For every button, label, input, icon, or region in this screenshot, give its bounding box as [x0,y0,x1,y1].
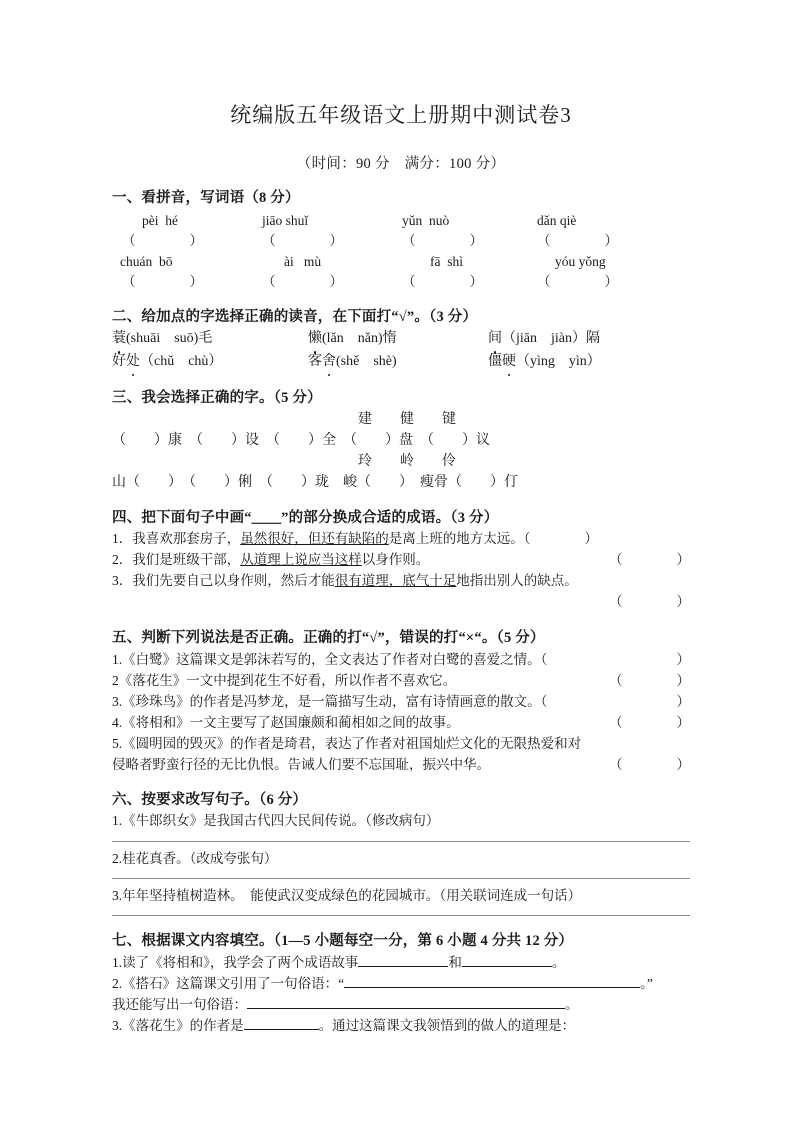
suffix-text: (shuāi suō)毛 [126,331,213,346]
fill-blank-question-2-line-2[interactable] [112,994,690,1015]
pronunciation-item[interactable] [308,328,488,351]
answer-blank: ） [636,694,690,710]
question-text: 2．我们是班级干部， [112,552,241,568]
fill-blank[interactable] [344,987,640,988]
section-5-heading: 五、判断下列说法是否正确。正确的打“√”，错误的打“×“。（5 分） [112,630,545,647]
character-choices-2: 玲 岭 伶 [358,454,456,470]
truefalse-item[interactable] [112,670,690,691]
statement-text: 1.《白鹭》这篇课文是郭沫若写的，全文表达了作者对白鹭的喜爱之情。（ [112,652,548,668]
fill-blank[interactable] [247,1008,565,1009]
question-text: 。” [640,976,653,992]
pronunciation-item[interactable] [308,351,488,374]
fill-blank[interactable] [244,1029,319,1030]
pronunciation-item[interactable] [488,328,600,351]
underlined-phrase: 从道理上说应当这样 [240,552,362,568]
idiom-question-3[interactable] [112,571,690,592]
question-text: 2.《搭石》这篇课文引用了一句俗语：“ [112,976,345,992]
answer-blank[interactable]: （ ） [262,233,343,249]
pinyin-row-2 [112,252,690,272]
exam-meta: （时间：90 分 满分：100 分） [296,156,506,172]
question-text: 1.读了《将相和》，我学会了两个成语故事 [112,955,359,971]
question-text: 和 [448,955,462,971]
answer-blank: ） [636,652,690,668]
section-5-body [112,649,690,775]
answer-blank: （ ） [609,552,690,568]
answer-blank-row-1 [112,231,690,251]
statement-text: 2《落花生》一文中提到花生不好看，所以作者不喜欢它。 [112,673,457,689]
pronunciation-item[interactable] [112,351,308,374]
answer-blank-row-2 [112,272,690,292]
question-text: 以身作则。 [361,552,430,568]
truefalse-item-5-line-2[interactable] [112,754,690,775]
answer-blank[interactable]: （ ） [402,233,483,249]
suffix-text: （chǔ chù） [140,353,223,369]
answer-blank: （ ） [609,757,690,773]
pinyin-cell: ài mù [284,253,322,269]
statement-text: 侵略者野蛮行径的无比仇恨。告诫人们要不忘国耻，振兴中华。 [112,757,490,773]
idiom-question-1[interactable] [112,529,690,550]
underlined-phrase: 很有道理，底气十足 [334,573,457,589]
answer-blank[interactable]: （ ） [122,273,203,289]
suffix-text: (shě shè) [336,353,397,369]
fill-blank[interactable] [462,966,552,967]
fill-blank-question-1[interactable] [112,952,690,973]
idiom-question-3-blank[interactable]: （ ） [609,594,690,610]
section-3-body [112,409,690,493]
fill-blank-question-3[interactable] [112,1015,690,1036]
pinyin-cell: pèi hé [142,213,178,228]
question-text: 3.《落花生》的作者是 [112,1018,244,1034]
fill-blank[interactable] [358,966,448,967]
prefix-char: 僵 [488,353,502,369]
pronunciation-item[interactable] [112,328,308,351]
idiom-question-2[interactable] [112,550,690,571]
suffix-text: （jiān jiàn）隔 [502,331,600,346]
pinyin-row-1 [112,211,690,231]
answer-blank[interactable]: （ ） [262,273,343,289]
suffix-text: （yìng yìn） [516,353,601,369]
answer-blank[interactable]: （ ） [537,273,618,289]
answer-blank[interactable]: （ ） [122,233,203,249]
pinyin-cell: dǎn qiè [537,213,577,228]
dotted-char: 处 [126,351,140,374]
section-6-heading: 六、按要求改写句子。（6 分） [112,792,308,809]
pronunciation-item[interactable] [488,351,601,374]
character-choices-1: 建 健 键 [358,412,456,428]
truefalse-item-5-line-1[interactable]: 5.《圆明园的毁灭》的作者是琦君，表达了作者对祖国灿烂文化的无限热爱和对 [112,736,582,752]
section-2-heading: 二、给加点的字选择正确的读音，在下面打“√”。（3 分） [112,309,478,325]
prefix-char: 客 [308,353,322,369]
dotted-char: 蓑 [112,328,126,351]
rewrite-question-3: 3.年年坚持植树造林。 能使武汉变成绿色的花园城市。（用关联词连成一句话） [112,887,582,903]
answer-blank[interactable]: （ ） [402,273,483,289]
truefalse-item[interactable] [112,712,690,733]
section-7-heading: 七、根据课文内容填空。（1—5 小题每空一分，第 6 小题 4 分共 12 分） [112,933,574,950]
character-blanks-1[interactable]: （ ）康 （ ）设 （ ）全 （ ）盘 （ ）议 [112,433,490,449]
answer-blank[interactable]: （ ） [537,233,618,249]
statement-text: 3.《珍珠鸟》的作者是冯梦龙，是一篇描写生动，富有诗情画意的散文。（ [112,694,548,710]
dotted-char: 间 [488,328,502,351]
section-1-body [112,211,690,292]
pinyin-cell: fā shì [430,253,463,269]
question-text: 。通过这篇课文我领悟到的做人的道理是： [318,1018,576,1034]
pinyin-cell: jiāo shuǐ [262,213,309,228]
answer-line[interactable] [112,841,690,842]
section-4-heading: 四、把下面句子中画“＿＿”的部分换成合适的成语。（3 分） [112,510,499,527]
dotted-char: 硬 [502,351,516,374]
question-text: 。 [565,997,579,1013]
rewrite-question-1: 1.《牛郎织女》是我国古代四大民间传说。（修改病句） [112,813,440,829]
dotted-char: 懒 [308,328,322,351]
answer-blank: （ ） [609,673,690,689]
fill-blank-question-2[interactable] [112,973,690,994]
page-title: 统编版五年级语文上册期中测试卷3 [230,103,572,127]
answer-blank: ） [530,531,598,547]
rewrite-question-2: 2.桂花真香。（改成夸张句） [112,850,278,866]
truefalse-item[interactable] [112,649,690,670]
pinyin-cell: yóu yǒng [555,253,606,269]
answer-line[interactable] [112,878,690,879]
question-text: 1．我喜欢那套房子， [112,531,241,547]
answer-line[interactable] [112,915,690,916]
question-text: 我还能写出一句俗语： [112,997,247,1013]
question-text: 3．我们先要自己以身作则，然后才能 [112,573,335,589]
truefalse-item[interactable] [112,691,690,712]
pinyin-cell: chuán bō [120,253,173,269]
suffix-text: (lǎn nǎn)惰 [322,331,397,346]
question-text: 是离上班的地方太远。（ [388,531,531,547]
answer-blank: （ ） [609,715,690,731]
section-2-body [112,328,690,373]
dotted-char: 舍 [322,351,336,374]
section-3-heading: 三、我会选择正确的字。（5 分） [112,390,322,407]
statement-text: 4.《将相和》一文主要写了赵国廉颇和蔺相如之间的故事。 [112,715,460,731]
pronunciation-row-1 [112,328,690,351]
question-text: 地指出别人的缺点。 [456,573,578,589]
question-text: 。 [551,955,566,971]
section-4-body [112,529,690,613]
character-blanks-2[interactable]: 山（ ） （ ）俐 （ ）珑 峻（ ） 瘦骨（ ）仃 [112,475,518,491]
underlined-phrase: 虽然很好，但还有缺陷的 [240,531,389,547]
section-6-body [112,811,690,916]
section-7-body [112,952,690,1036]
prefix-char: 好 [112,353,126,369]
section-1-heading: 一、看拼音，写词语（8 分） [112,190,300,206]
pronunciation-row-2 [112,351,690,374]
pinyin-cell: yǔn nuò [402,213,450,228]
